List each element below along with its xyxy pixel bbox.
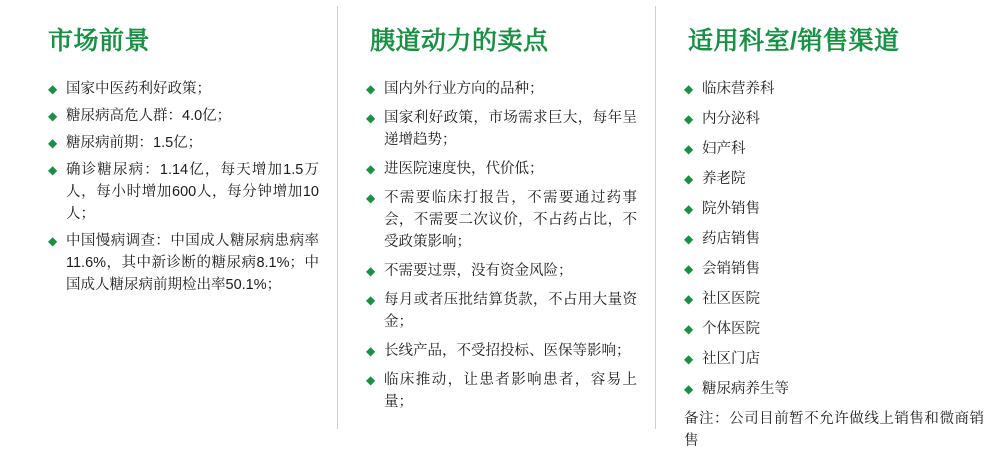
list-item-text: 药店销售 xyxy=(702,230,760,247)
diamond-bullet-icon: ◆ xyxy=(366,81,376,96)
diamond-bullet-icon: ◆ xyxy=(684,81,694,96)
column-product-selling-points xyxy=(338,6,656,429)
list-item-text: 社区门店 xyxy=(702,350,760,367)
list-item xyxy=(366,340,637,362)
list-item xyxy=(684,228,984,250)
list-item xyxy=(48,105,319,127)
list-item xyxy=(684,138,984,160)
diamond-bullet-icon: ◆ xyxy=(684,171,694,186)
diamond-bullet-icon: ◆ xyxy=(48,162,58,177)
list-item-text: 临床推动，让患者影响患者，容易上量； xyxy=(384,371,637,410)
list-item-text: 糖尿病高危人群：4.0亿； xyxy=(66,107,232,124)
list-departments-channels xyxy=(684,78,984,400)
list-item-text: 国内外行业方向的品种； xyxy=(384,80,544,97)
list-item-text: 个体医院 xyxy=(702,320,760,337)
list-item-text: 不需要临床打报告，不需要通过药事会，不需要二次议价，不占药占比，不受政策影响； xyxy=(384,189,637,250)
list-item xyxy=(684,258,984,280)
column-title-departments-channels: 适用科室/销售渠道 xyxy=(688,27,900,55)
list-item-text: 国家利好政策，市场需求巨大，每年呈递增趋势； xyxy=(384,109,637,148)
diamond-bullet-icon: ◆ xyxy=(684,141,694,156)
column-title-product-selling-points: 胰道动力的卖点 xyxy=(370,27,549,55)
diamond-bullet-icon: ◆ xyxy=(366,263,376,278)
diamond-bullet-icon: ◆ xyxy=(366,161,376,176)
list-item xyxy=(684,78,984,100)
list-item xyxy=(366,260,637,282)
diamond-bullet-icon: ◆ xyxy=(684,291,694,306)
list-market-outlook xyxy=(48,78,319,296)
list-item xyxy=(48,78,319,100)
list-item xyxy=(684,198,984,220)
list-item-text: 内分泌科 xyxy=(702,110,760,127)
list-item-text: 中国慢病调查：中国成人糖尿病患病率11.6%，其中新诊断的糖尿病8.1%；中国成人糖尿病前期检出率50.1%； xyxy=(66,232,319,293)
diamond-bullet-icon: ◆ xyxy=(684,231,694,246)
list-item xyxy=(684,348,984,370)
diamond-bullet-icon: ◆ xyxy=(684,201,694,216)
list-item-text: 临床营养科 xyxy=(702,80,775,97)
list-item-text: 确诊糖尿病：1.14亿，每天增加1.5万人，每小时增加600人，每分钟增加10人； xyxy=(66,161,319,222)
diamond-bullet-icon: ◆ xyxy=(48,233,58,248)
list-item-text: 糖尿病养生等 xyxy=(702,380,789,397)
list-item xyxy=(684,378,984,400)
list-item-text: 不需要过票，没有资金风险； xyxy=(384,262,573,279)
column-market-outlook xyxy=(0,6,338,429)
list-item xyxy=(366,289,637,333)
diamond-bullet-icon: ◆ xyxy=(366,110,376,125)
list-item-text: 国家中医药利好政策； xyxy=(66,80,211,97)
diamond-bullet-icon: ◆ xyxy=(684,321,694,336)
column-departments-channels xyxy=(656,6,1002,449)
diamond-bullet-icon: ◆ xyxy=(48,108,58,123)
diamond-bullet-icon: ◆ xyxy=(48,81,58,96)
list-item xyxy=(684,318,984,340)
list-item xyxy=(684,168,984,190)
diamond-bullet-icon: ◆ xyxy=(684,261,694,276)
list-item-text: 长线产品，不受招投标、医保等影响； xyxy=(384,342,631,359)
diamond-bullet-icon: ◆ xyxy=(366,190,376,205)
list-item-text: 进医院速度快，代价低； xyxy=(384,160,544,177)
list-item xyxy=(366,78,637,100)
list-item xyxy=(366,187,637,253)
list-item xyxy=(366,369,637,413)
list-product-selling-points xyxy=(366,78,637,413)
list-item xyxy=(684,108,984,130)
diamond-bullet-icon: ◆ xyxy=(684,111,694,126)
list-item-text: 妇产科 xyxy=(702,140,746,157)
diamond-bullet-icon: ◆ xyxy=(48,135,58,150)
diamond-bullet-icon: ◆ xyxy=(366,343,376,358)
list-item-text: 院外销售 xyxy=(702,200,760,217)
list-item xyxy=(366,158,637,180)
list-item xyxy=(366,107,637,151)
list-item-text: 会销销售 xyxy=(702,260,760,277)
list-item-text: 养老院 xyxy=(702,170,746,187)
diamond-bullet-icon: ◆ xyxy=(366,372,376,387)
column-title-market-outlook: 市场前景 xyxy=(48,27,151,55)
list-item xyxy=(48,159,319,225)
diamond-bullet-icon: ◆ xyxy=(684,351,694,366)
diamond-bullet-icon: ◆ xyxy=(366,292,376,307)
footnote-text: 备注：公司目前暂不允许做线上销售和微商销售 xyxy=(684,410,984,449)
list-item xyxy=(684,288,984,310)
diamond-bullet-icon: ◆ xyxy=(684,381,694,396)
list-item-text: 每月或者压批结算货款，不占用大量资金； xyxy=(384,291,637,330)
list-item xyxy=(48,132,319,154)
list-item-text: 糖尿病前期：1.5亿； xyxy=(66,134,203,151)
list-item-text: 社区医院 xyxy=(702,290,760,307)
list-item xyxy=(48,230,319,296)
